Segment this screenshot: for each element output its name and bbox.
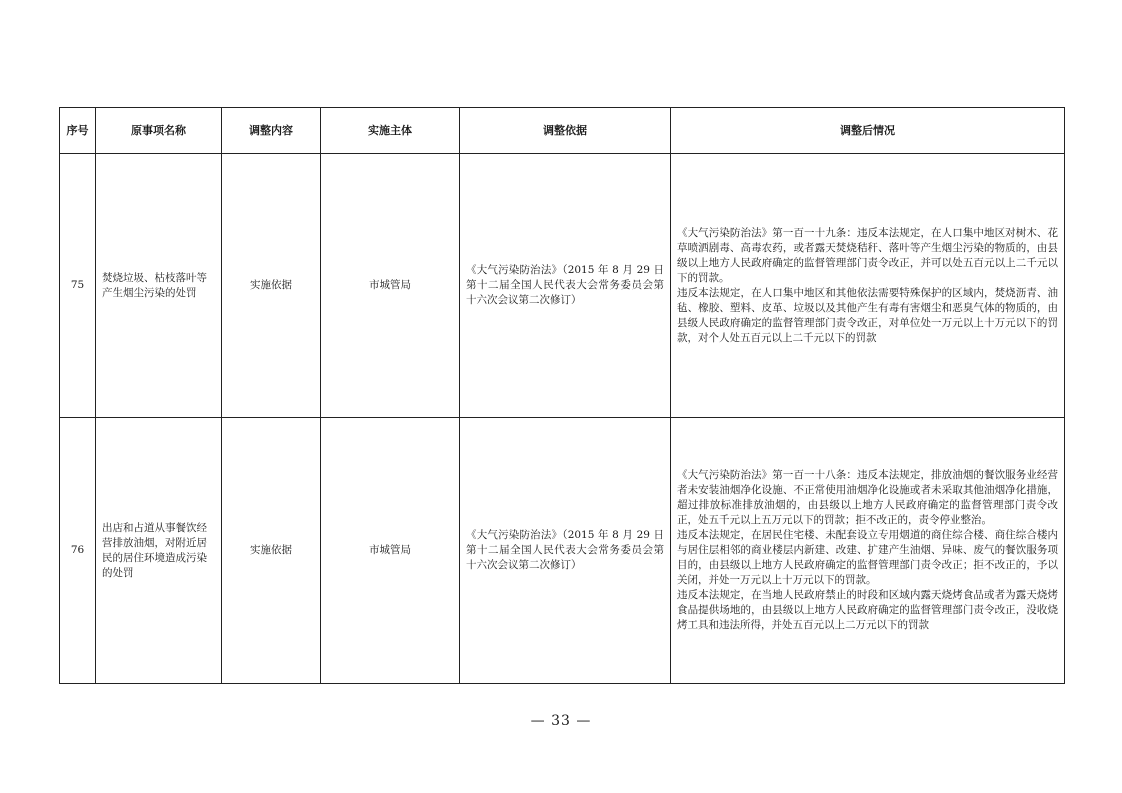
adjustment-basis: 《大气污染防治法》（2015 年 8 月 29 日第十二届全国人民代表大会常务委员会第十六次会议第二次修订） [460, 154, 671, 418]
adjustment-content: 实施依据 [222, 154, 321, 418]
adjustment-table [59, 107, 1065, 684]
adjusted-situation [671, 418, 1065, 684]
implementing-subject: 市城管局 [321, 418, 460, 684]
adjustment-basis: 《大气污染防治法》（2015 年 8 月 29 日第十二届全国人民代表大会常务委员会第十六次会议第二次修订） [460, 418, 671, 684]
header-no: 序号 [60, 108, 96, 154]
result-paragraph: 《大气污染防治法》第一百一十九条：违反本法规定，在人口集中地区对树木、花草喷洒剧毒、高毒农药，或者露天焚烧秸秆、落叶等产生烟尘污染的物质的，由县级以上地方人民政府确定的监督管理部门责令改正，并可以处五百元以上二千元以下的罚款。 [677, 226, 1058, 284]
adjusted-situation [671, 154, 1065, 418]
page-number: — 33 — [530, 713, 592, 729]
item-name: 出店和占道从事餐饮经营排放油烟，对附近居民的居住环境造成污染的处罚 [96, 418, 222, 684]
header-subject: 实施主体 [321, 108, 460, 154]
header-name: 原事项名称 [96, 108, 222, 154]
result-paragraph: 违反本法规定，在当地人民政府禁止的时段和区域内露天烧烤食品或者为露天烧烤食品提供场地的，由县级以上地方人民政府确定的监督管理部门责令改正，没收烧烤工具和违法所得，并处五百元以上二万元以下的罚款 [677, 589, 1058, 631]
table-row [60, 154, 1065, 418]
table-row [60, 418, 1065, 684]
header-basis: 调整依据 [460, 108, 671, 154]
adjustment-content: 实施依据 [222, 418, 321, 684]
result-paragraph: 违反本法规定，在居民住宅楼、未配套设立专用烟道的商住综合楼、商住综合楼内与居住层相邻的商业楼层内新建、改建、扩建产生油烟、异味、废气的餐饮服务项目的，由县级以上地方人民政府确定的监督管理部门责令改正；拒不改正的，予以关闭，并处一万元以上十万元以下的罚款。 [677, 529, 1058, 586]
item-name: 焚烧垃圾、枯枝落叶等产生烟尘污染的处罚 [96, 154, 222, 418]
header-result: 调整后情况 [671, 108, 1065, 154]
result-paragraph: 违反本法规定，在人口集中地区和其他依法需要特殊保护的区域内，焚烧沥青、油毡、橡胶、塑料、皮革、垃圾以及其他产生有毒有害烟尘和恶臭气体的物质的，由县级人民政府确定的监督管理部门责令改正，对单位处一万元以上十万元以下的罚款，对个人处五百元以上二千元以下的罚款 [677, 286, 1058, 344]
row-number: 75 [60, 154, 96, 418]
row-number: 76 [60, 418, 96, 684]
implementing-subject: 市城管局 [321, 154, 460, 418]
header-content: 调整内容 [222, 108, 321, 154]
table-header-row [60, 108, 1065, 154]
result-paragraph: 《大气污染防治法》第一百一十八条：违反本法规定，排放油烟的餐饮服务业经营者未安装油烟净化设施、不正常使用油烟净化设施或者未采取其他油烟净化措施，超过排放标准排放油烟的，由县级以上地方人民政府确定的监督管理部门责令改正，处五千元以上五万元以下的罚款；拒不改正的，责令停业整治。 [677, 469, 1058, 526]
